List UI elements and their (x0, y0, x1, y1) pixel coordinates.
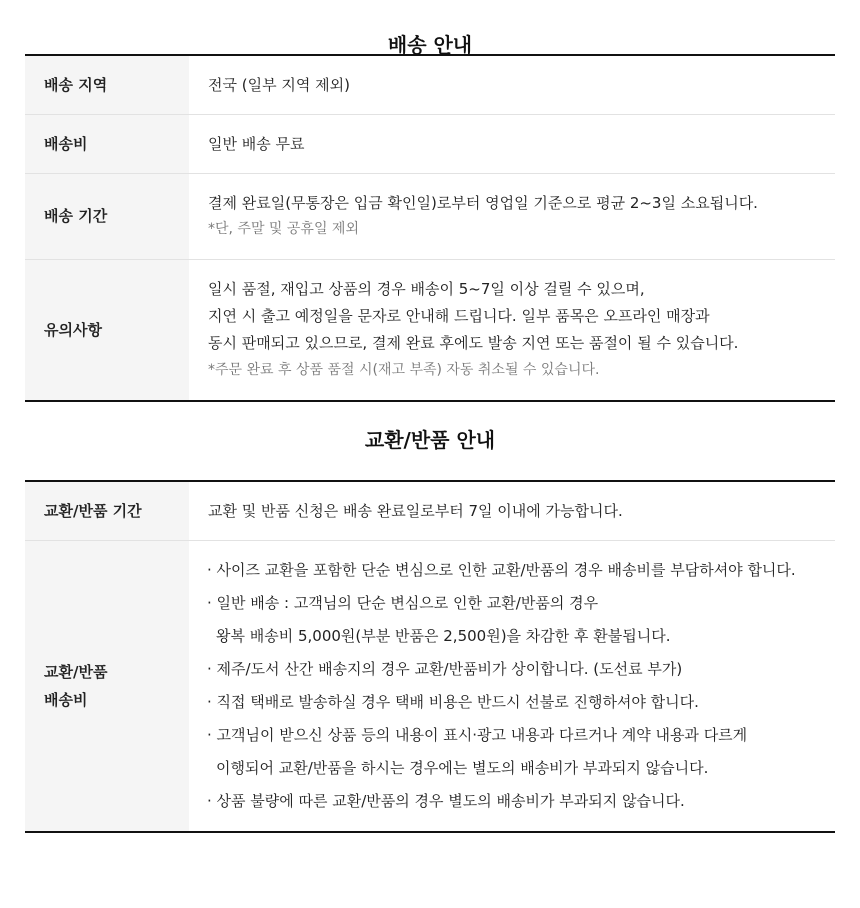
table-row (25, 55, 835, 114)
row-value-shipping-region (189, 55, 835, 114)
value-note: *단, 주말 및 공휴일 제외 (208, 221, 359, 237)
shipping-info-table (25, 54, 835, 402)
row-label-shipping-period: 배송 기간 (25, 173, 189, 259)
table-row (25, 259, 835, 401)
row-value-shipping-period (189, 173, 835, 259)
value-line: 전국 (일부 지역 제외) (208, 75, 350, 94)
value-note: *주문 완료 후 상품 품절 시(재고 부족) 자동 취소될 수 있습니다. (208, 361, 600, 378)
list-item: · 일반 배송 : 고객님의 단순 변심으로 인한 교환/반품의 경우 (207, 593, 599, 612)
value-line: 일시 품절, 재입고 상품의 경우 배송이 5~7일 이상 걸릴 수 있으며, (208, 279, 645, 298)
value-line: 동시 판매되고 있으므로, 결제 완료 후에도 발송 지연 또는 품절이 될 수 있습니다. (208, 333, 739, 352)
value-line: 일반 배송 무료 (208, 134, 305, 153)
row-label-shipping-region: 배송 지역 (25, 55, 189, 114)
value-line: 지연 시 출고 예정일을 문자로 안내해 드립니다. 일부 품목은 오프라인 매장과 (208, 306, 710, 325)
row-value-notice (189, 259, 835, 401)
row-value-exchange-period: 교환 및 반품 신청은 배송 완료일로부터 7일 이내에 가능합니다. (189, 481, 835, 540)
row-label-shipping-fee: 배송비 (25, 114, 189, 173)
shipping-section-title: 배송 안내 (387, 33, 473, 57)
row-label-notice: 유의사항 (25, 259, 189, 401)
list-item: 왕복 배송비 5,000원(부분 반품은 2,500원)을 차감한 후 환불됩니다. (216, 626, 671, 645)
exchange-info-table (25, 480, 835, 833)
label-line: 교환/반품 (44, 662, 108, 681)
list-item: 이행되어 교환/반품을 하시는 경우에는 별도의 배송비가 부과되지 않습니다. (216, 758, 709, 777)
row-value-shipping-fee (189, 114, 835, 173)
list-item: · 사이즈 교환을 포함한 단순 변심으로 인한 교환/반품의 경우 배송비를 부담하셔야 합니다. (207, 560, 796, 579)
table-row (25, 114, 835, 173)
exchange-section-title: 교환/반품 안내 (364, 428, 496, 452)
table-row (25, 540, 835, 832)
table-row (25, 481, 835, 540)
row-label-exchange-fee (25, 540, 189, 832)
row-value-exchange-fee (189, 540, 835, 832)
list-item: · 고객님이 받으신 상품 등의 내용이 표시·광고 내용과 다르거나 계약 내용과 다르게 (207, 725, 748, 744)
list-item: · 상품 불량에 따른 교환/반품의 경우 별도의 배송비가 부과되지 않습니다. (207, 791, 685, 810)
list-item: · 제주/도서 산간 배송지의 경우 교환/반품비가 상이합니다. (도선료 부가) (207, 659, 683, 678)
label-line: 배송비 (44, 690, 88, 709)
list-item: · 직접 택배로 발송하실 경우 택배 비용은 반드시 선불로 진행하셔야 합니다. (207, 692, 699, 711)
value-line: 결제 완료일(무통장은 입금 확인일)로부터 영업일 기준으로 평균 2~3일 소요됩니다. (208, 194, 758, 212)
table-row (25, 173, 835, 259)
row-label-exchange-period: 교환/반품 기간 (25, 481, 189, 540)
